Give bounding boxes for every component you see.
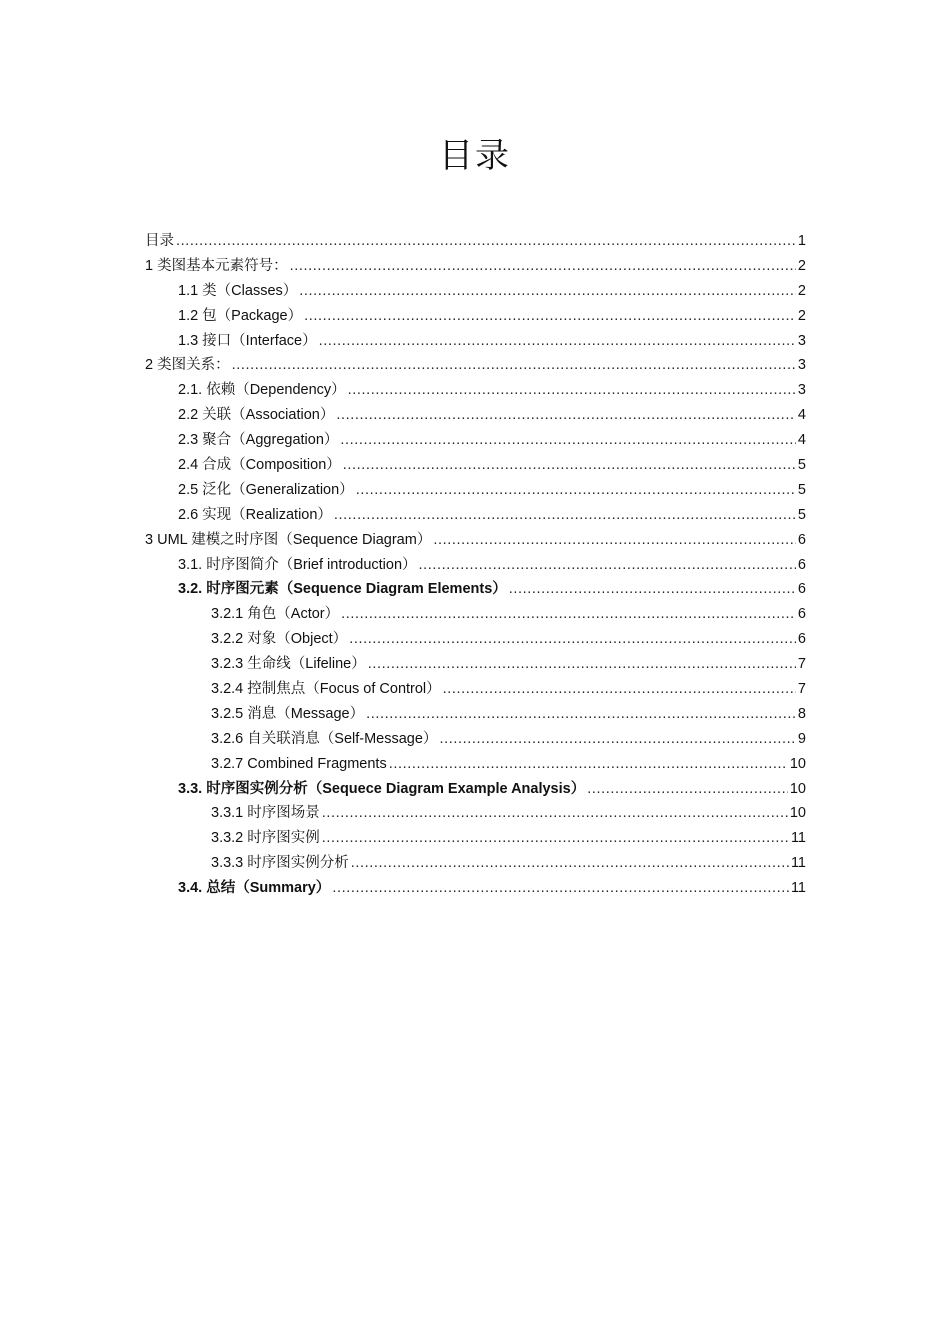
dot-leader	[336, 403, 796, 428]
dot-leader	[334, 503, 796, 528]
toc-entry-page-number: 7	[797, 681, 806, 698]
dot-leader	[332, 876, 789, 901]
toc-entry[interactable]	[145, 428, 806, 453]
toc-entry-page-number: 11	[790, 855, 806, 872]
toc-entry-page-number: 10	[789, 755, 806, 772]
toc-entry-title: 3.2.6 自关联消息（Self-Message）	[211, 730, 438, 747]
toc-entry[interactable]	[145, 801, 806, 826]
toc-entry[interactable]	[145, 279, 806, 304]
toc-entry-page-number: 2	[797, 307, 806, 324]
toc-entry-title: 3.2.3 生命线（Lifeline）	[211, 656, 366, 673]
toc-entry-page-number: 6	[797, 581, 806, 598]
toc-entry-title: 2.3 聚合（Aggregation）	[178, 432, 339, 449]
dot-leader	[439, 727, 795, 752]
toc-entry-title: 1 类图基本元素符号：	[145, 257, 288, 274]
toc-entry[interactable]	[145, 677, 806, 702]
dot-leader	[348, 378, 796, 403]
toc-entry-title: 3.4. 总结（Summary）	[178, 880, 331, 897]
dot-leader	[433, 528, 796, 553]
toc-entry-page-number: 11	[790, 880, 806, 897]
toc-entry-page-number: 3	[797, 357, 806, 374]
toc-entry[interactable]	[145, 254, 806, 279]
toc-entry-page-number: 10	[789, 780, 806, 797]
dot-leader	[356, 478, 796, 503]
toc-entry-page-number: 1	[797, 233, 806, 249]
toc-entry[interactable]	[145, 602, 806, 627]
toc-entry[interactable]	[145, 304, 806, 329]
dot-leader	[340, 428, 796, 453]
toc-entry-title: 2.4 合成（Composition）	[178, 457, 341, 474]
toc-entry[interactable]	[145, 403, 806, 428]
toc-entry-title: 3.2.4 控制焦点（Focus of Control）	[211, 681, 441, 698]
dot-leader	[443, 677, 796, 702]
toc-entry-title: 3.2.1 角色（Actor）	[211, 606, 340, 623]
toc-entry-title: 目录	[145, 233, 174, 249]
toc-entry-page-number: 8	[797, 705, 806, 722]
toc-entry-title: 3.2. 时序图元素（Sequence Diagram Elements）	[178, 581, 507, 598]
dot-leader	[299, 279, 796, 304]
toc-entry[interactable]	[145, 851, 806, 876]
dot-leader	[343, 453, 796, 478]
toc-entry-title: 3 UML 建模之时序图（Sequence Diagram）	[145, 531, 432, 548]
toc-entry-page-number: 4	[797, 407, 806, 424]
toc-entry-title: 3.3. 时序图实例分析（Sequece Diagram Example Analysis）	[178, 780, 586, 797]
dot-leader	[419, 553, 796, 578]
toc-entry-title: 3.1. 时序图简介（Brief introduction）	[178, 556, 417, 573]
toc-entry[interactable]	[145, 553, 806, 578]
toc-entry[interactable]	[145, 826, 806, 851]
dot-leader	[341, 602, 796, 627]
dot-leader	[304, 304, 796, 329]
toc-entry[interactable]	[145, 702, 806, 727]
dot-leader	[176, 229, 796, 254]
toc-entry-page-number: 4	[797, 432, 806, 449]
toc-entry-title: 3.2.2 对象（Object）	[211, 631, 348, 648]
dot-leader	[351, 851, 789, 876]
toc-entry[interactable]	[145, 528, 806, 553]
toc-entry-title: 3.3.3 时序图实例分析	[211, 855, 349, 872]
dot-leader	[368, 652, 796, 677]
toc-entry-title: 1.2 包（Package）	[178, 307, 303, 324]
dot-leader	[366, 702, 796, 727]
dot-leader	[232, 353, 796, 378]
dot-leader	[509, 577, 796, 602]
dot-leader	[319, 329, 796, 354]
toc-entry[interactable]	[145, 353, 806, 378]
toc-entry-page-number: 5	[797, 506, 806, 523]
toc-entry-page-number: 6	[797, 606, 806, 623]
toc-entry-page-number: 11	[790, 830, 806, 847]
toc-entry-title: 2.2 关联（Association）	[178, 407, 335, 424]
toc-entry[interactable]	[145, 652, 806, 677]
toc-entry-title: 3.3.1 时序图场景	[211, 805, 320, 822]
dot-leader	[290, 254, 796, 279]
table-of-contents	[145, 229, 806, 901]
dot-leader	[349, 627, 796, 652]
toc-entry[interactable]	[145, 777, 806, 802]
toc-entry-page-number: 5	[797, 457, 806, 474]
page-title: 目录	[439, 136, 511, 176]
toc-entry-title: 2.5 泛化（Generalization）	[178, 481, 354, 498]
toc-entry-page-number: 10	[789, 805, 806, 822]
toc-entry[interactable]	[145, 329, 806, 354]
toc-entry[interactable]	[145, 876, 806, 901]
toc-entry-page-number: 3	[797, 332, 806, 349]
dot-leader	[389, 752, 788, 777]
toc-entry-page-number: 6	[797, 631, 806, 648]
dot-leader	[322, 826, 789, 851]
toc-entry[interactable]	[145, 752, 806, 777]
toc-entry-page-number: 6	[797, 556, 806, 573]
toc-entry-title: 3.2.5 消息（Message）	[211, 705, 365, 722]
toc-entry-title: 2 类图关系：	[145, 357, 230, 374]
toc-entry-page-number: 2	[797, 257, 806, 274]
toc-entry-page-number: 7	[797, 656, 806, 673]
toc-entry[interactable]	[145, 453, 806, 478]
toc-entry-title: 3.2.7 Combined Fragments	[211, 755, 387, 772]
dot-leader	[587, 777, 788, 802]
toc-entry-page-number: 6	[797, 531, 806, 548]
toc-entry-page-number: 2	[797, 282, 806, 299]
toc-entry-title: 2.1. 依赖（Dependency）	[178, 382, 346, 399]
toc-entry[interactable]	[145, 727, 806, 752]
toc-entry[interactable]	[145, 229, 806, 254]
toc-entry[interactable]	[145, 378, 806, 403]
toc-entry-title: 1.1 类（Classes）	[178, 282, 298, 299]
toc-entry[interactable]	[145, 627, 806, 652]
toc-entry-page-number: 3	[797, 382, 806, 399]
toc-entry[interactable]	[145, 577, 806, 602]
toc-entry[interactable]	[145, 478, 806, 503]
toc-entry-title: 3.3.2 时序图实例	[211, 830, 320, 847]
toc-entry-title: 2.6 实现（Realization）	[178, 506, 332, 523]
toc-entry-page-number: 9	[797, 730, 806, 747]
dot-leader	[322, 801, 788, 826]
toc-entry-title: 1.3 接口（Interface）	[178, 332, 317, 349]
toc-entry-page-number: 5	[797, 481, 806, 498]
toc-entry[interactable]	[145, 503, 806, 528]
